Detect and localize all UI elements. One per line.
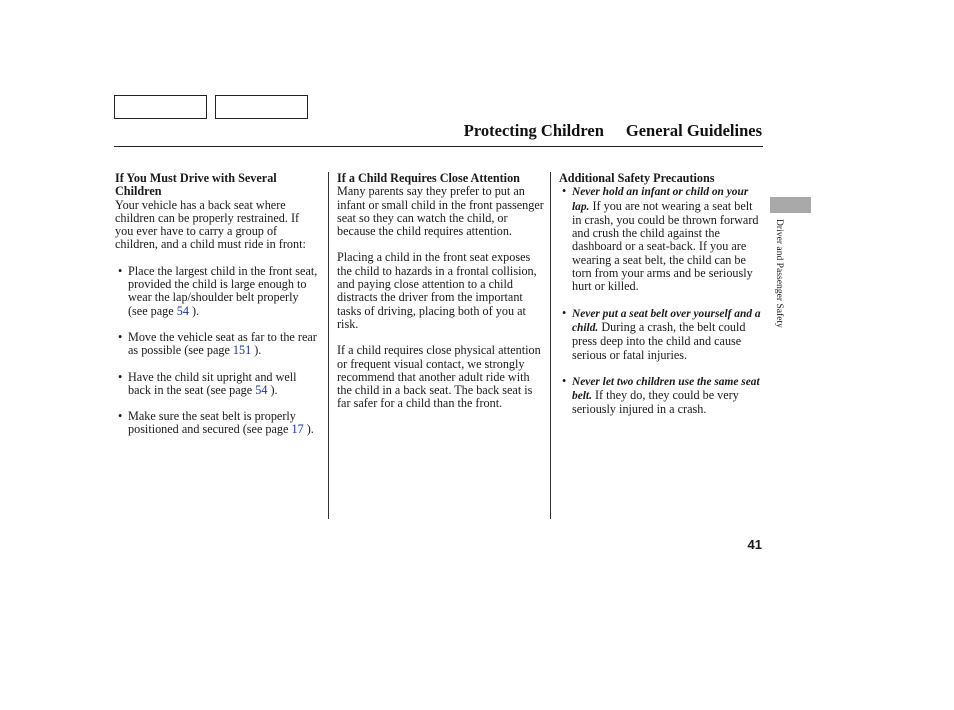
warning-emphasis: Never hold an infant or child on your lap.: [572, 186, 749, 213]
list-item-text: ).: [303, 422, 314, 437]
paragraph: If a child requires close physical attention or frequent visual contact, we strongly recommend that another adult ride with the child in a back seat. The back seat is far safer for a child than the front.: [337, 343, 541, 411]
subsection-title: General Guidelines: [625, 121, 762, 140]
list-item-text: If you are not wearing a seat belt in crash, you could be thrown forward and crush the child against the dashboard or a seat-back. If you are wearing a seat belt, the child can be torn from your arms and be seriously hurt or killed.: [572, 198, 759, 294]
paragraph: Placing a child in the front seat exposes the child to hazards in a frontal collision, and paying close attention to a child distracts the driver from the important tasks of driving, placing both of you at risk.: [337, 250, 537, 331]
list-item: [115, 371, 320, 398]
list-item-text: Place the largest child in the front seat, provided the child is large enough to wear the lap/shoulder belt properly (see page: [128, 263, 318, 318]
page-link[interactable]: 151: [232, 343, 252, 358]
list-item: [559, 375, 764, 417]
guideline-list: [115, 265, 320, 437]
list-item: [115, 265, 320, 318]
column-heading: Additional Safety Precautions: [559, 171, 715, 185]
page-link[interactable]: 17: [291, 422, 304, 437]
list-item: [115, 410, 320, 437]
section-title: Protecting Children: [463, 121, 604, 140]
list-item: [559, 307, 764, 362]
warning-emphasis: Never let two children use the same seat belt.: [572, 375, 760, 403]
page-link[interactable]: 54: [255, 382, 268, 397]
column-heading: If a Child Requires Close Attention: [337, 171, 520, 185]
list-item-text: ).: [251, 343, 262, 358]
list-item-text: If they do, they could be very seriously injured in a crash.: [572, 388, 739, 417]
section-tab[interactable]: [770, 197, 811, 213]
precaution-list: [559, 185, 764, 416]
nav-button-2[interactable]: [215, 95, 308, 119]
list-item-text: ).: [188, 303, 200, 318]
column-divider: [550, 172, 551, 519]
column-safety-precautions: [559, 172, 764, 430]
paragraph: Many parents say they prefer to put an infant or small child in the front passenger seat so they can watch the child, or because the child requires attention.: [337, 184, 544, 239]
warning-emphasis: Never put a seat belt over yourself and a child.: [572, 307, 761, 334]
list-item-text: During a crash, the belt could press deep into the child and cause serious or fatal injuries.: [572, 319, 746, 362]
column-divider: [328, 172, 329, 519]
section-tab-label: Driver and Passenger Safety: [774, 219, 785, 328]
page-header: [464, 121, 762, 141]
list-item: [115, 331, 320, 358]
list-item: [559, 185, 764, 293]
column-close-attention: [337, 172, 545, 411]
column-several-children: [115, 172, 320, 450]
list-item-text: ).: [267, 382, 278, 397]
list-item-text: Have the child sit upright and well back in the seat (see page: [128, 369, 297, 397]
nav-button-1[interactable]: [114, 95, 207, 119]
page-link[interactable]: 54: [176, 303, 189, 318]
list-item-text: Move the vehicle seat as far to the rear as possible (see page: [128, 329, 317, 358]
page-number: 41: [747, 537, 762, 552]
list-item-text: Make sure the seat belt is properly positioned and secured (see page: [128, 409, 296, 437]
header-divider: [114, 146, 763, 147]
column-heading: If You Must Drive with Several Children: [115, 171, 277, 199]
intro-paragraph: Your vehicle has a back seat where children can be properly restrained. If you ever have to carry a group of children, and a child must ride in front:: [115, 197, 306, 252]
